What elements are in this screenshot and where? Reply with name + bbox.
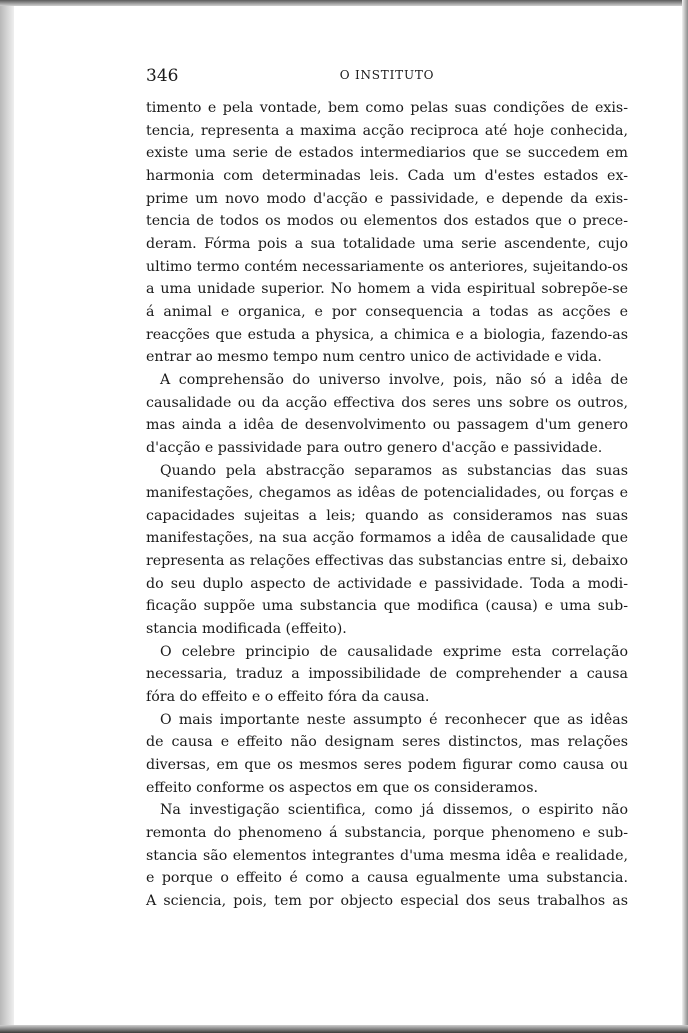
text-line: effeito conforme os aspectos em que os consideramos. bbox=[146, 779, 539, 796]
text-line: timento e pela vontade, bem como pelas suas condições de exis- bbox=[146, 100, 628, 116]
text-line: entrar ao mesmo tempo num centro unico de actividade e vida. bbox=[146, 349, 602, 366]
paragraph bbox=[146, 709, 628, 800]
text-line: diversas, em que os mesmos seres podem figurar como causa ou bbox=[146, 757, 628, 774]
text-line: tencia, representa a maxima acção reciproca até hoje conhecida, bbox=[146, 122, 628, 139]
text-line: Na investigação scientifica, como já dissemos, o espirito não bbox=[160, 802, 628, 819]
page-spine-shadow bbox=[0, 0, 14, 1033]
running-title: O INSTITUTO bbox=[339, 68, 435, 82]
text-line: Quando pela abstracção separamos as substancias das suas bbox=[160, 462, 628, 479]
text-line: remonta do phenomeno á substancia, porque phenomeno e sub- bbox=[146, 825, 628, 841]
text-line: A comprehensão do universo involve, pois, não só a idêa de bbox=[160, 371, 628, 388]
page-bottom-edge bbox=[0, 1025, 688, 1033]
text-line: a uma unidade superior. No homem a vida espiritual sobrepõe-se bbox=[146, 281, 628, 298]
body-text bbox=[146, 97, 628, 913]
text-line: stancia modificada (effeito). bbox=[146, 621, 347, 638]
text-line: existe uma serie de estados intermediarios que se succedem em bbox=[146, 145, 628, 162]
page-number: 346 bbox=[146, 66, 179, 86]
page-right-edge bbox=[682, 0, 688, 1033]
text-line: O celebre principio de causalidade exprime esta correlação bbox=[160, 643, 628, 660]
running-header bbox=[146, 66, 628, 88]
paragraph bbox=[146, 369, 628, 460]
text-line: O mais importante neste assumpto é reconhecer que as idêas bbox=[160, 711, 628, 728]
text-line: d'acção e passividade para outro genero d'acção e passividade. bbox=[146, 439, 603, 456]
text-line: causalidade ou da acção effectiva dos seres uns sobre os outros, bbox=[146, 394, 628, 411]
text-line: A sciencia, pois, tem por objecto especial dos seus trabalhos as bbox=[146, 892, 628, 909]
text-line: mas ainda a idêa de desenvolvimento ou passagem d'um genero bbox=[146, 417, 628, 434]
text-line: stancia são elementos integrantes d'uma mesma idêa e realidade, bbox=[146, 847, 628, 864]
text-line: do seu duplo aspecto de actividade e passividade. Toda a modi- bbox=[146, 575, 628, 592]
text-line: deram. Fórma pois a sua totalidade uma serie ascendente, cujo bbox=[146, 235, 628, 252]
text-line: reacções que estuda a physica, a chimica e a biologia, fazendo-as bbox=[146, 326, 628, 343]
paragraph bbox=[146, 641, 628, 709]
paragraph bbox=[146, 97, 628, 369]
text-line: e porque o effeito é como a causa egualmente uma substancia. bbox=[146, 870, 628, 887]
paragraph bbox=[146, 799, 628, 912]
text-line: prime um novo modo d'acção e passividade, e depende da exis- bbox=[146, 190, 628, 207]
text-line: ficação suppõe uma substancia que modifica (causa) e uma sub- bbox=[146, 598, 628, 615]
paragraph bbox=[146, 460, 628, 641]
text-line: á animal e organica, e por consequencia a todas as acções e bbox=[146, 303, 628, 320]
page-top-edge bbox=[0, 0, 688, 6]
text-line: necessaria, traduz a impossibilidade de comprehender a causa bbox=[146, 666, 628, 683]
text-line: harmonia com determinadas leis. Cada um d'estes estados ex- bbox=[146, 167, 628, 184]
text-line: capacidades sujeitas a leis; quando as consideramos nas suas bbox=[146, 507, 628, 524]
text-line: de causa e effeito não designam seres distinctos, mas relações bbox=[146, 734, 628, 751]
text-line: fóra do effeito e o effeito fóra da causa. bbox=[146, 689, 430, 706]
text-line: manifestações, na sua acção formamos a idêa de causalidade que bbox=[146, 530, 628, 547]
text-line: ultimo termo contém necessariamente os anteriores, sujeitando-os bbox=[146, 258, 628, 275]
text-line: manifestações, chegamos as idêas de potencialidades, ou forças e bbox=[146, 485, 628, 502]
text-line: representa as relações effectivas das substancias entre si, debaixo bbox=[146, 553, 628, 570]
text-line: tencia de todos os modos ou elementos dos estados que o prece- bbox=[146, 213, 628, 230]
